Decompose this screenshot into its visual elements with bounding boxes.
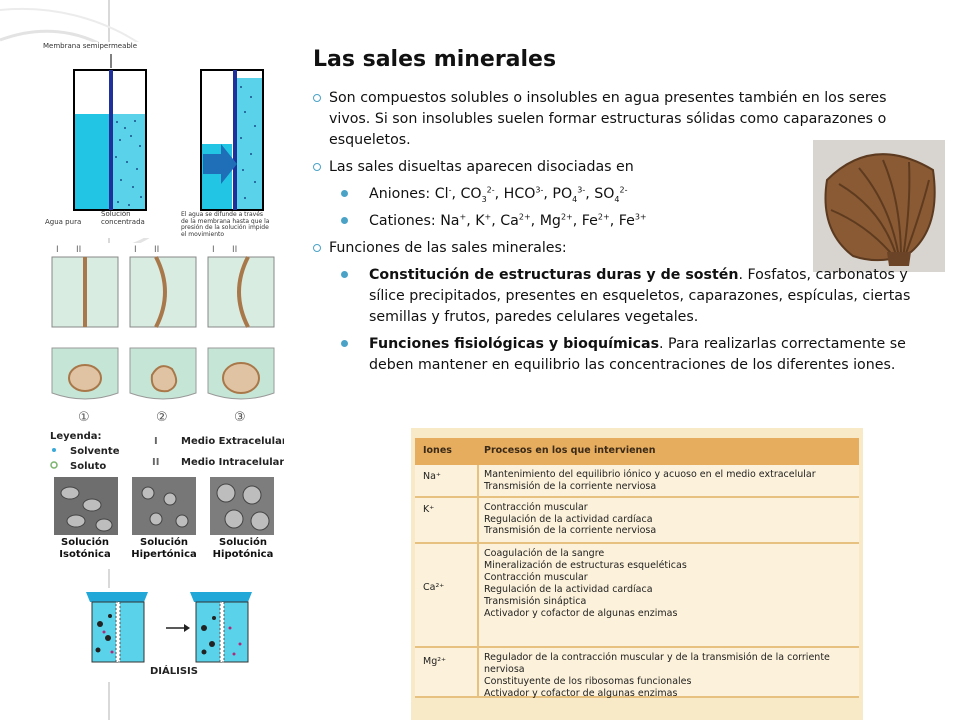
process-cell: Transmisión de la corriente nerviosa (484, 480, 657, 492)
anions-label: Aniones: (369, 186, 431, 202)
ion-cell: K⁺ (423, 504, 435, 515)
table-row (415, 498, 859, 544)
table-header (415, 438, 859, 465)
process-cell: Regulación de la actividad cardíaca (484, 584, 653, 595)
process-cell: Coagulación de la sangre (484, 548, 605, 559)
header-ions: Iones (423, 445, 452, 456)
process-cell: Mineralización de estructuras esqueléticas (484, 560, 687, 571)
label-hypertonic: Solución Hipertónica (131, 537, 197, 560)
bullet-content (313, 88, 913, 382)
roman-ii-1: II (76, 245, 82, 255)
legend-intracellular: Medio Intracelular (181, 457, 284, 468)
dialysis-label: DIÁLISIS (150, 666, 198, 677)
slide-title: Las sales minerales (313, 47, 557, 72)
roman-ii-3: II (232, 245, 238, 255)
process-cell: Regulación de la actividad cardíaca (484, 513, 653, 525)
function-physiology-title: Funciones fisiológicas y bioquímicas (369, 336, 660, 352)
ions-table (411, 428, 863, 720)
bullet-definition: Son compuestos solubles o insolubles en agua presentes también en los seres vivos. Si son insolubles suelen formar estructuras sólidas como caparazones o esqueletos. (313, 88, 889, 151)
bullet-function-physiology (313, 334, 917, 376)
membrane-label: Membrana semipermeable (43, 42, 138, 50)
header-processes: Procesos en los que intervienen (484, 445, 656, 456)
process-cell: Contracción muscular (484, 572, 588, 583)
bullet-anions: Aniones: Cl-, $CO_3^{2-}$, $HCO^{3-}$, $PO_4^{3-}$, $SO_4^{2-}$ (313, 184, 913, 205)
process-cell: Transmisión sináptica (484, 596, 587, 607)
pure-water-label: Agua pura (45, 218, 82, 226)
label-hypotonic: Solución Hipotónica (212, 537, 274, 560)
process-cell: Activador y cofactor de algunas enzimas (484, 608, 678, 619)
function-structure-text: . Fosfatos, carbonatos y sílice precipitados, presentes en esqueletos, caparazones, espículas, ciertas semillas y frutos, paredes celulares vegetales. (369, 267, 911, 325)
circled-number-2: ② (156, 410, 168, 425)
function-structure-title: Constitución de estructuras duras y de sostén (369, 267, 739, 283)
roman-i-2: I (134, 245, 137, 255)
process-cell: Constituyente de los ribosomas funcionales (484, 676, 692, 687)
cations-label: Cationes: (369, 213, 436, 229)
circled-number-1: ① (78, 410, 90, 425)
table-row (415, 648, 859, 698)
label-isotonic: Solución Isotónica (59, 537, 111, 560)
legend-title: Leyenda: (50, 431, 102, 442)
osmosis-explanation: El agua se difunde a través de la membrana hasta que la presión de la solución impide el movimiento (181, 211, 270, 238)
legend-roman-i: I (154, 436, 158, 447)
bullet-dissociation: Las sales disueltas aparecen disociadas en (313, 157, 913, 178)
ion-cell: Na⁺ (423, 471, 441, 482)
table-row (415, 465, 859, 498)
bullet-cations: Cationes: Na+, K+, $Ca^{2+}$, $Mg^{2+}$, $Fe^{2+}$, $Fe^{3+}$ (313, 211, 913, 232)
ion-cell: Mg²⁺ (423, 656, 447, 667)
legend-extracellular: Medio Extracelular (181, 436, 284, 447)
legend-solute: Soluto (70, 461, 107, 472)
osmosis-diagram (41, 42, 271, 238)
function-physiology-text: . Para realizarlas correctamente se deben mantener en equilibrio las concentraciones de los diferentes iones. (369, 336, 906, 373)
process-cell: Transmisión de la corriente nerviosa (484, 525, 657, 536)
tonicity-diagram (48, 243, 284, 569)
roman-i-3: I (212, 245, 215, 255)
legend-roman-ii: II (152, 457, 160, 468)
process-cell: Contracción muscular (484, 502, 588, 513)
legend-solvent: Solvente (70, 446, 120, 457)
bullet-functions: Funciones de las sales minerales: (313, 238, 913, 259)
ion-cell: Ca²⁺ (423, 582, 445, 593)
circled-number-3: ③ (234, 410, 246, 425)
dialysis-diagram (80, 588, 286, 682)
process-cell: Activador y cofactor de algunas enzimas (484, 688, 678, 699)
roman-i-1: I (56, 245, 59, 255)
table-row (415, 544, 859, 648)
roman-ii-2: II (154, 245, 160, 255)
process-cell: Regulador de la contracción muscular y de la transmisión de la corriente nerviosa (484, 652, 830, 675)
process-cell: Mantenimiento del equilibrio iónico y acuoso en el medio extracelular (484, 469, 816, 480)
concentrated-label: Solución concentrada (101, 210, 145, 226)
bullet-function-structure (313, 265, 917, 328)
